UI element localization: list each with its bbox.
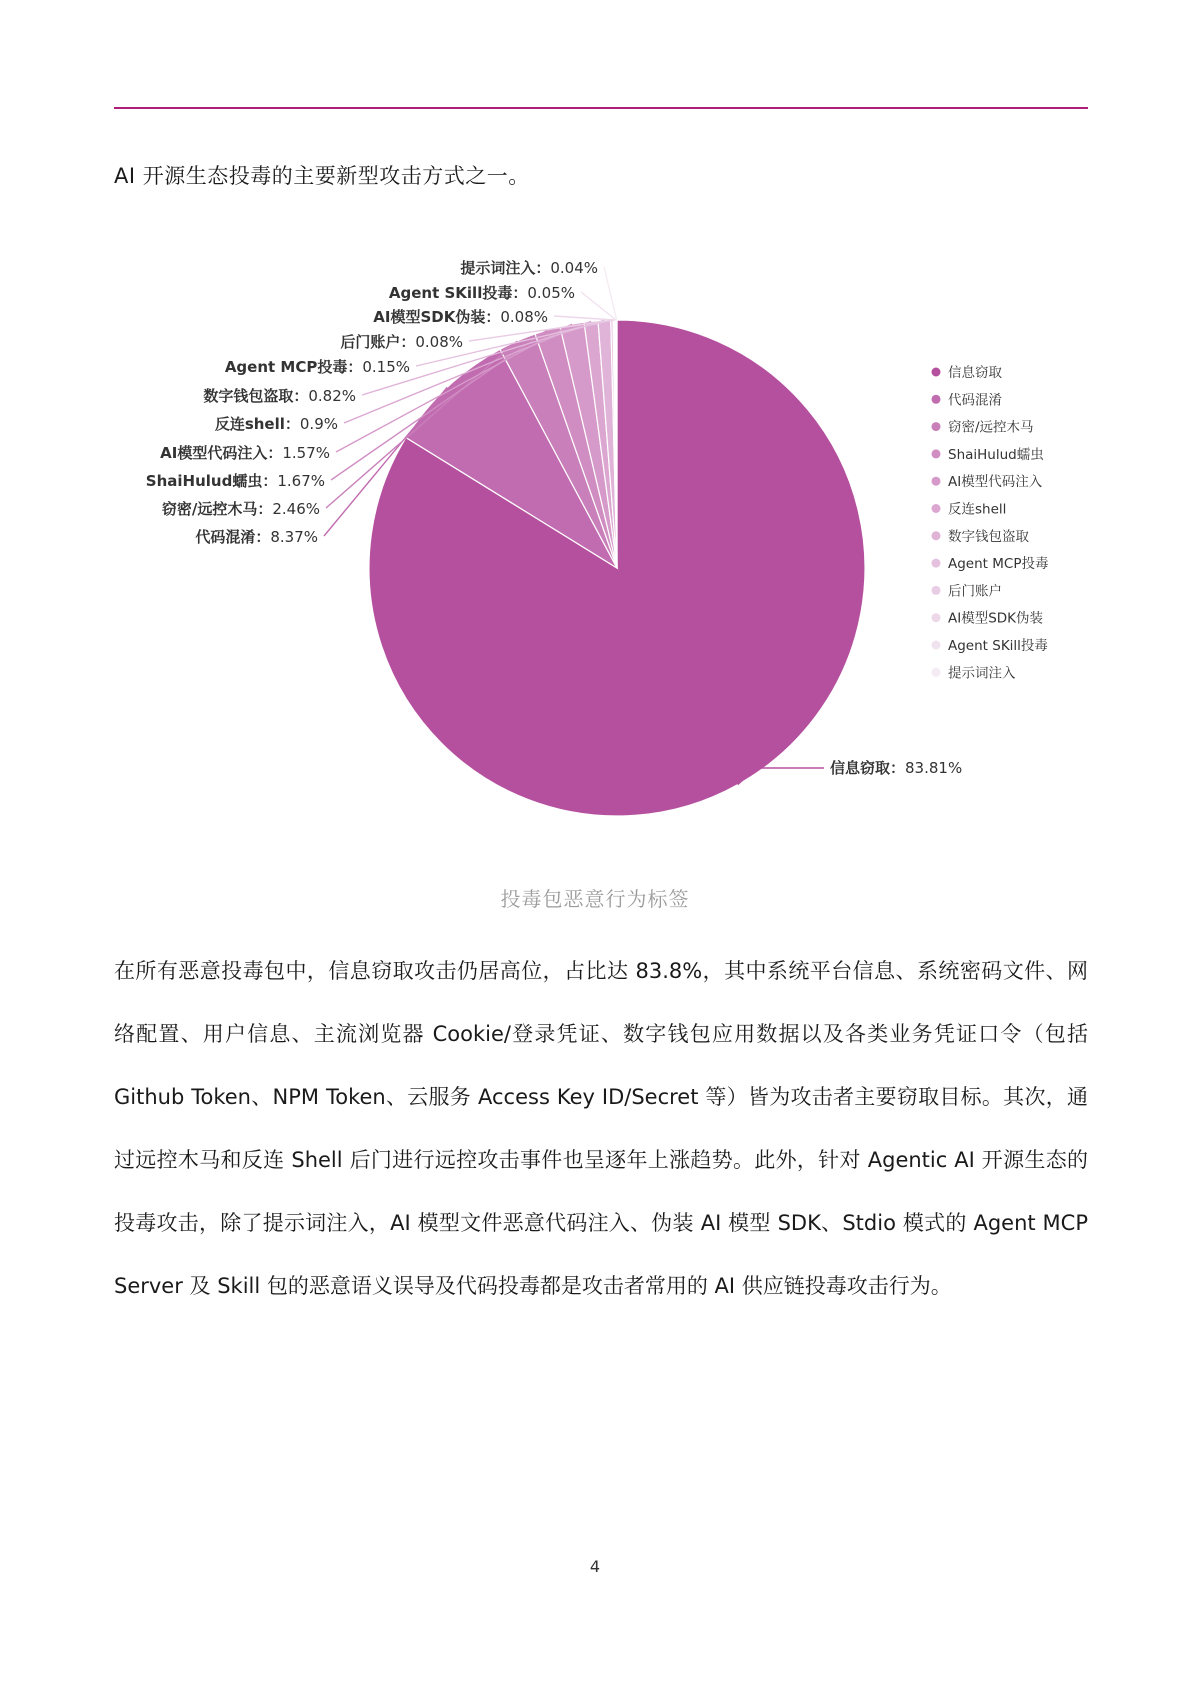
legend-label-6: 数字钱包盗取 — [948, 528, 1029, 545]
data-label-2: 窃密/远控木马：2.46% — [161, 500, 320, 518]
legend-label-7: Agent MCP投毒 — [948, 556, 1049, 573]
legend-marker-11 — [932, 668, 941, 677]
legend-marker-4 — [932, 477, 941, 486]
legend-label-5: 反连shell — [948, 501, 1007, 518]
legend-marker-5 — [932, 504, 941, 513]
data-label-1: 代码混淆：8.37% — [195, 528, 318, 546]
body-paragraph: 在所有恶意投毒包中，信息窃取攻击仍居高位，占比达 83.8%，其中系统平台信息、系统密码文件、网络配置、用户信息、主流浏览器 Cookie/登录凭证、数字钱包应用数据以及各类业务凭证口令（包括 Github Token、NPM Token、云服务 Access Key ID/Secret 等）皆为攻击者主要窃取目标。其次，通过远控木马和反连 Shell 后门进行远控攻击事件也呈逐年上涨趋势。此外，针对 Agentic AI 开源生态的投毒攻击，除了提示词注入，AI 模型文件恶意代码注入、伪装 AI 模型 SDK、Stdio 模式的 Agent MCP Server 及 Skill 包的恶意语义误导及代码投毒都是攻击者常用的 AI 供应链投毒攻击行为。 — [114, 959, 1088, 1298]
legend-marker-7 — [932, 559, 941, 568]
pie-slice-11 — [616, 320, 617, 568]
data-label-9: AI模型SDK伪装：0.08% — [373, 308, 548, 326]
legend-marker-0 — [932, 368, 941, 377]
data-label-6: 数字钱包盗取：0.82% — [203, 387, 356, 405]
data-label-3: ShaiHulud蠕虫：1.67% — [145, 472, 325, 490]
legend-marker-2 — [932, 422, 941, 431]
data-label-4: AI模型代码注入：1.57% — [160, 444, 330, 462]
page-number: 4 — [589, 1557, 601, 1576]
figure-caption: 投毒包恶意行为标签 — [500, 887, 690, 911]
legend-label-8: 后门账户 — [948, 583, 1002, 600]
legend-marker-9 — [932, 613, 941, 622]
legend-label-2: 窃密/远控木马 — [948, 419, 1034, 436]
intro-line: AI 开源生态投毒的主要新型攻击方式之一。 — [114, 164, 530, 188]
legend-label-1: 代码混淆 — [948, 392, 1002, 409]
data-label-0: 信息窃取：83.81% — [830, 759, 963, 777]
data-label-8: 后门账户：0.08% — [340, 333, 463, 351]
legend-label-0: 信息窃取 — [948, 365, 1002, 381]
legend-label-10: Agent SKill投毒 — [948, 638, 1048, 654]
leader-line-9 — [554, 316, 615, 320]
legend-marker-3 — [932, 449, 941, 458]
legend-label-9: AI模型SDK伪装 — [948, 610, 1044, 627]
data-label-11: 提示词注入：0.04% — [460, 259, 598, 277]
legend-label-3: ShaiHulud蠕虫 — [948, 446, 1044, 463]
legend-marker-8 — [932, 586, 941, 595]
pie-chart — [0, 230, 1190, 850]
header-rule — [114, 107, 1088, 109]
data-label-10: Agent SKill投毒：0.05% — [388, 284, 575, 302]
legend-label-4: AI模型代码注入 — [948, 474, 1043, 491]
legend-marker-1 — [932, 395, 941, 404]
legend-marker-10 — [932, 641, 941, 650]
data-label-7: Agent MCP投毒：0.15% — [224, 358, 410, 376]
legend-label-11: 提示词注入 — [948, 665, 1016, 682]
data-label-5: 反连shell：0.9% — [214, 415, 338, 433]
legend-marker-6 — [932, 531, 941, 540]
chart-legend — [932, 364, 1049, 681]
